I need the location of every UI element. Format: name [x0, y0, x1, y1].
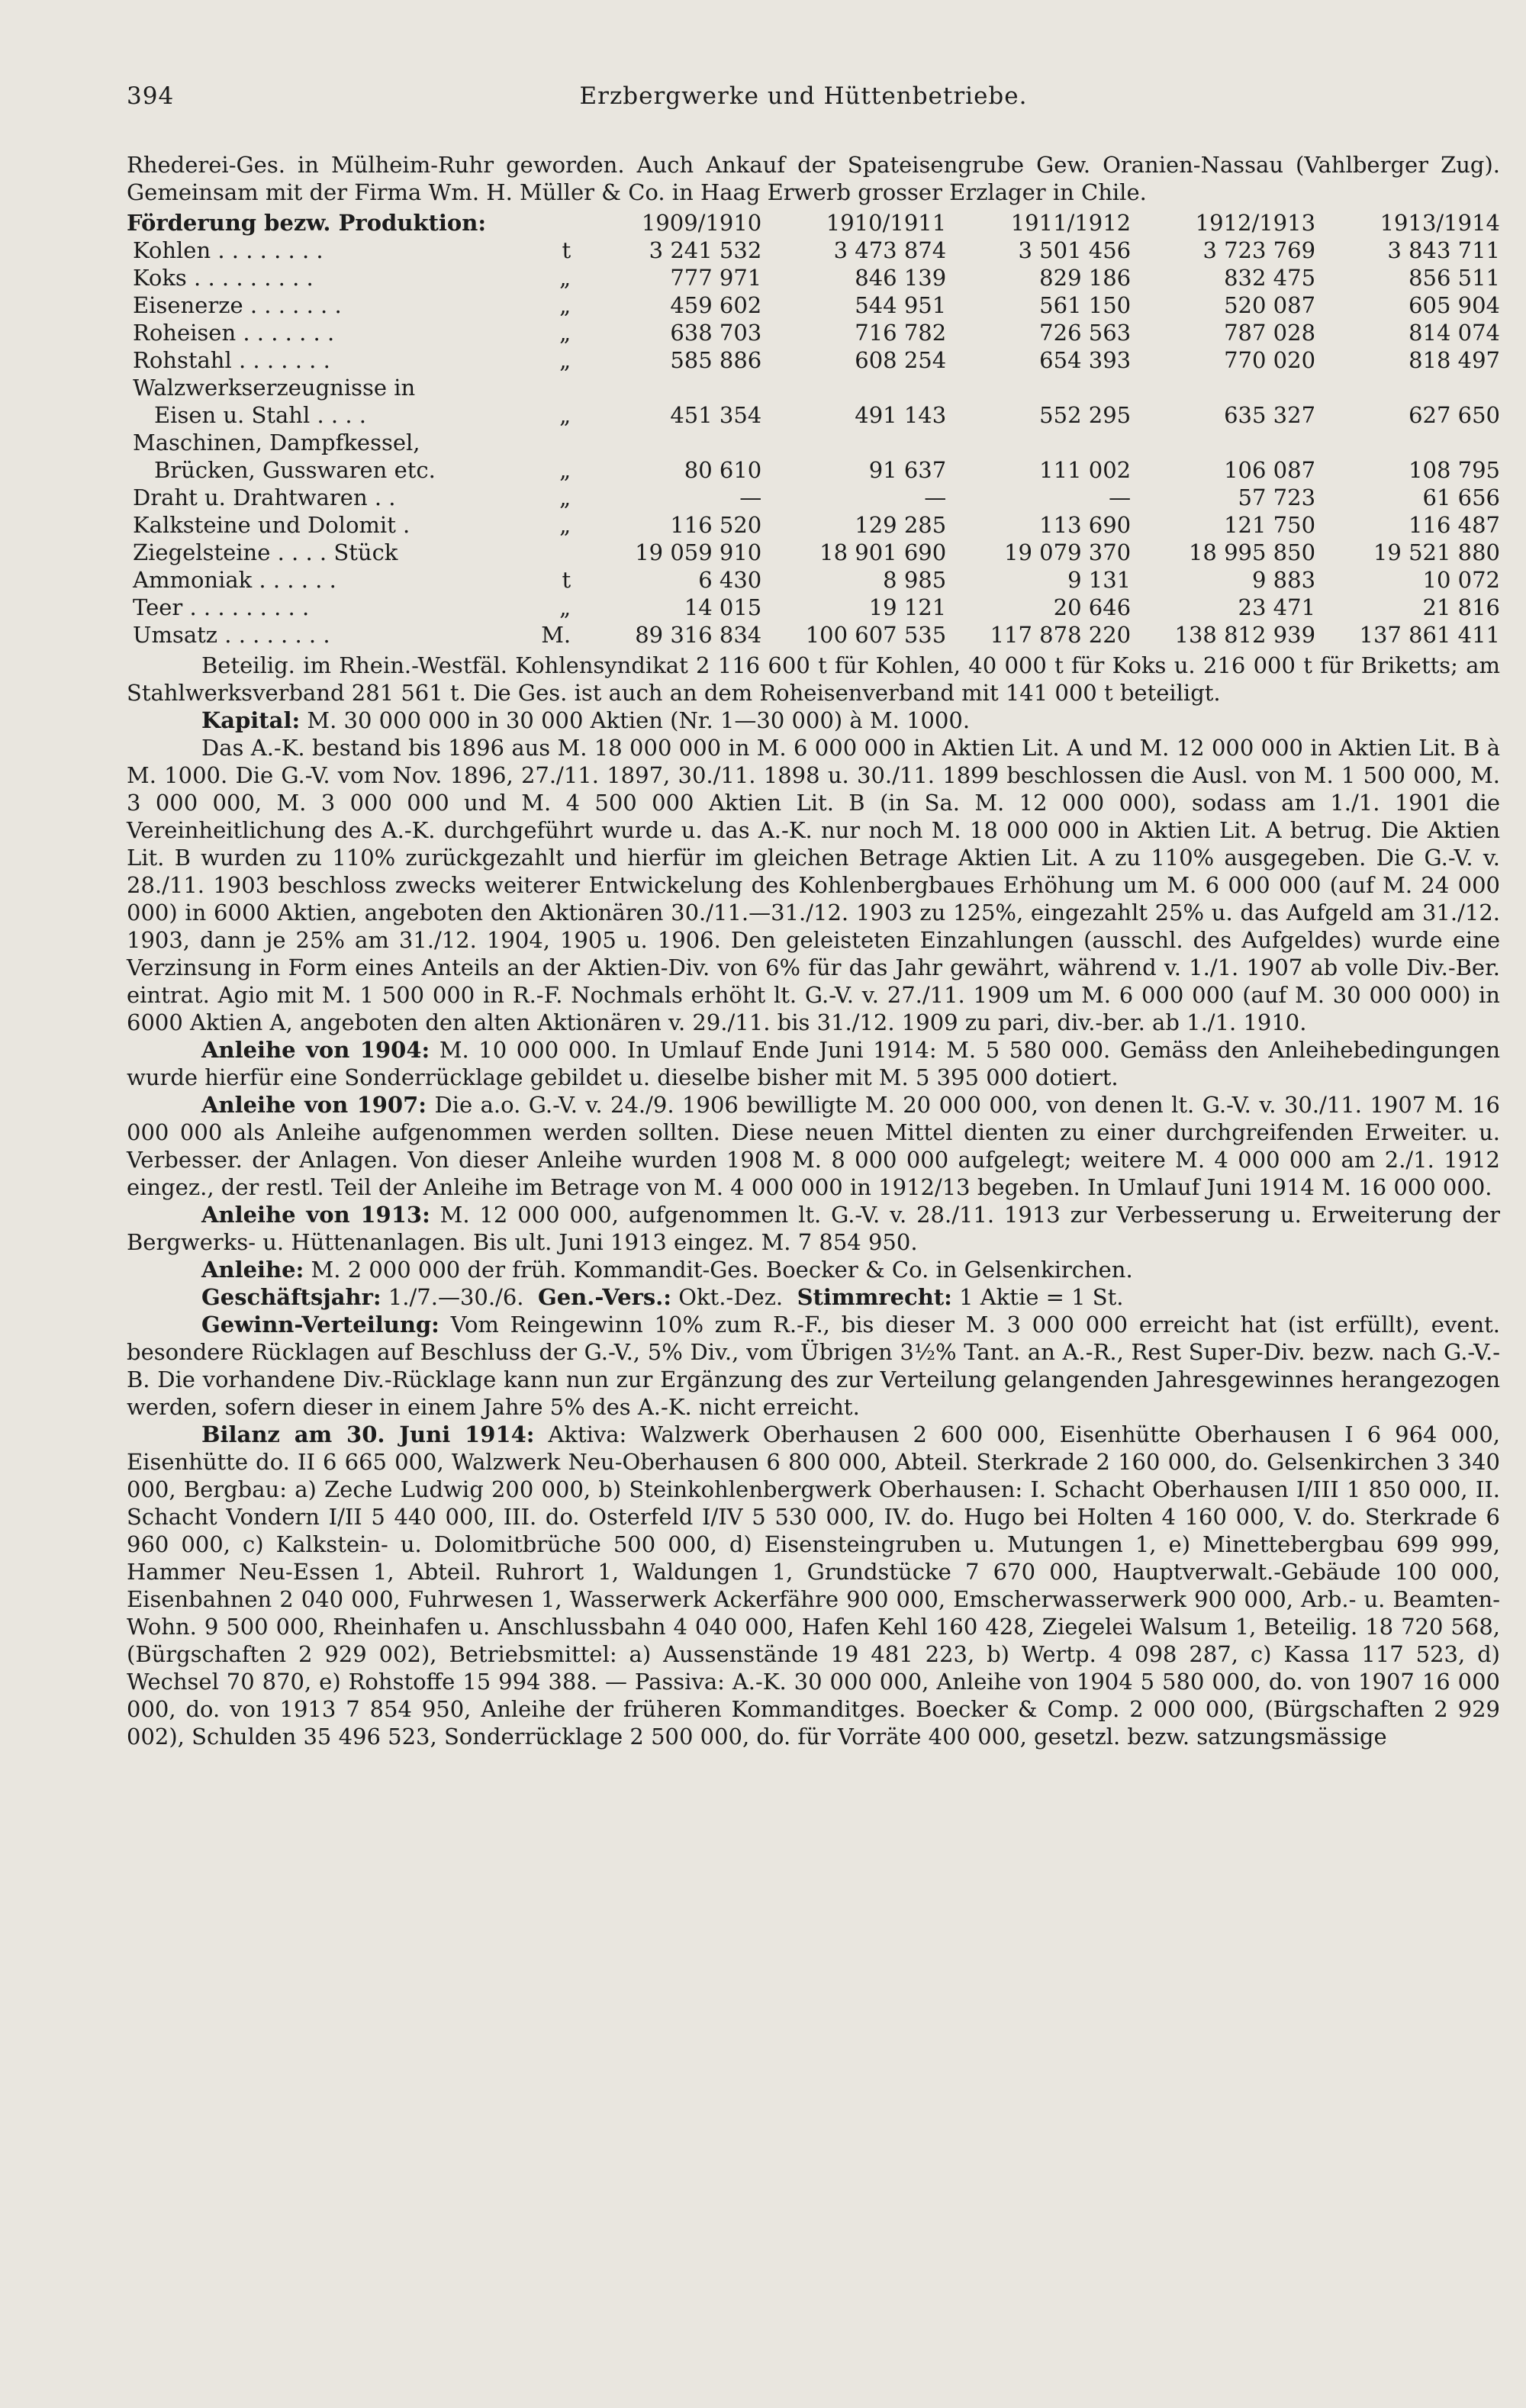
cell-value: 459 602 — [670, 292, 762, 318]
loan-1904-text: M. 10 000 000. In Umlauf Ende Juni 1914: M. 5 580 000. Gemäss den Anleihebedingungen wurde hierfür eine Sonderrücklage gebildet u. dieselbe bisher mit M. 5 395 000 dotiert. — [127, 1037, 1501, 1090]
cell-value: 10 072 — [1422, 567, 1500, 593]
participation-paragraph: Beteilig. im Rhein.-Westfäl. Kohlensyndikat 2 116 600 t für Kohlen, 40 000 t für Koks u. 216 000 t für Briketts; am Stahlwerksverband 281 561 t. Die Ges. ist auch an dem Roheisenverband mit 141 000 t beteiligt. — [127, 652, 1500, 706]
cell-value: 654 393 — [1039, 347, 1132, 373]
table-row — [127, 346, 1500, 374]
cell-value: 9 883 — [1252, 567, 1316, 593]
page-header — [127, 82, 1480, 121]
loan-1904-paragraph — [127, 1036, 1500, 1091]
page-number: 394 — [127, 82, 175, 110]
row-unit: „ — [559, 320, 571, 346]
loan-1907-label: Anleihe von 1907: — [201, 1092, 427, 1118]
voting-right-label: Stimmrecht: — [797, 1284, 952, 1310]
row-label: Brücken, Gusswaren etc. — [154, 457, 436, 483]
table-row — [127, 237, 1500, 264]
row-label: Walzwerkserzeugnisse in — [133, 375, 416, 401]
cell-value: 80 610 — [684, 457, 762, 483]
general-meeting-text: Okt.-Dez. — [678, 1284, 784, 1310]
cell-value: 638 703 — [670, 320, 762, 346]
loan-text: M. 2 000 000 der früh. Kommandit-Ges. Boecker & Co. in Gelsenkirchen. — [311, 1257, 1133, 1283]
production-table — [127, 209, 1500, 649]
cell-value: 726 563 — [1039, 320, 1132, 346]
cell-value: 3 241 532 — [649, 237, 762, 263]
assets-label: Aktiva: — [548, 1421, 627, 1447]
row-label: Umsatz . . . . . . . . — [133, 622, 330, 648]
row-label: Koks . . . . . . . . . — [133, 265, 314, 291]
row-unit: „ — [559, 265, 571, 291]
cell-value: 451 354 — [670, 402, 762, 428]
cell-value: 544 951 — [855, 292, 947, 318]
cell-value — [946, 374, 1131, 401]
cell-value: 89 316 834 — [635, 622, 762, 648]
row-unit: „ — [559, 457, 571, 483]
cell-value: 520 087 — [1224, 292, 1316, 318]
fiscal-year-text: 1./7.—30./6. — [388, 1284, 524, 1310]
cell-value: 9 131 — [1067, 567, 1132, 593]
capital-paragraph — [127, 707, 1500, 734]
cell-value: 116 520 — [670, 512, 762, 538]
cell-value — [761, 374, 946, 401]
cell-value: 20 646 — [1053, 594, 1132, 620]
cell-value: 113 690 — [1039, 512, 1132, 538]
loan-1913-paragraph — [127, 1201, 1500, 1256]
cell-value: 608 254 — [855, 347, 947, 373]
row-label: Rohstahl . . . . . . . — [133, 347, 330, 373]
cell-value: 61 656 — [1422, 484, 1500, 510]
cell-value: 106 087 — [1224, 457, 1316, 483]
capital-label: Kapital: — [201, 707, 301, 733]
balance-sheet-paragraph — [127, 1421, 1500, 1750]
voting-right-text: 1 Aktie = 1 St. — [959, 1284, 1124, 1310]
loan-1907-text: Die a.o. G.-V. v. 24./9. 1906 bewilligte M. 20 000 000, von denen lt. G.-V. v. 30./11. 1907 M. 16 000 000 als Anleihe aufgenommen werden sollten. Diese neuen Mittel dienten zu einer durchgreifenden Erweiter. u. Verbesser. der Anlagen. Von dieser Anleihe wurden 1908 M. 8 000 000 aufgelegt; weitere M. 4 000 000 am 2./1. 1912 eingez., der restl. Teil der Anleihe im Betrage von M. 4 000 000 in 1912/13 begeben. In Umlauf Juni 1914 M. 16 000 000. — [127, 1092, 1501, 1200]
table-row — [127, 566, 1500, 594]
cell-value: 21 816 — [1422, 594, 1500, 620]
cell-value: 3 843 711 — [1387, 237, 1500, 263]
cell-value: 19 079 370 — [1004, 539, 1132, 565]
fiscal-year-paragraph — [127, 1283, 1500, 1311]
table-row — [127, 511, 1500, 539]
row-unit: t — [562, 237, 571, 263]
cell-value: 138 812 939 — [1174, 622, 1316, 648]
cell-value — [1131, 374, 1315, 401]
assets-text: Walzwerk Oberhausen 2 600 000, Eisenhütte Oberhausen I 6 964 000, Eisenhütte do. II 6 665 000, Walzwerk Neu-Oberhausen 6 800 000, Abteil. Sterkrade 2 160 000, do. Gelsenkirchen 3 340 000, Bergbau: a) Zeche Ludwig 200 000, b) Steinkohlenbergwerk Oberhausen: I. Schacht Oberhausen I/III 1 850 000, II. Schacht Vondern I/II 5 440 000, III. do. Osterfeld I/IV 5 530 000, IV. do. Hugo bei Holten 4 160 000, V. do. Sterkrade 6 960 000, c) Kalkstein- u. Dolomitbrüche 500 000, d) Eisensteingruben u. Mutungen 1, e) Minettebergbau 699 999, Hammer Neu-Essen 1, Abteil. Ruhrort 1, Waldungen 1, Grundstücke 7 670 000, Hauptverwalt.-Gebäude 100 000, Eisenbahnen 2 040 000, Fuhrwesen 1, Wasserwerk Ackerfähre 900 000, Emscherwasserwerk 900 000, Arb.- u. Beamten-Wohn. 9 500 000, Rheinhafen u. Anschlussbahn 4 040 000, Hafen Kehl 160 428, Ziegelei Walsum 1, Beteilig. 18 720 568, (Bürgschaften 2 929 002), Betriebsmittel: a) Aussenstände 19 481 223, b) Wertp. 4 098 287, c) Kassa 117 523, d) Wechsel 70 870, e) Rohstoffe 15 994 388. — — [127, 1421, 1500, 1695]
profit-distribution-paragraph — [127, 1311, 1500, 1421]
cell-value: 491 143 — [855, 402, 947, 428]
cell-value: 814 074 — [1408, 320, 1500, 346]
cell-value: 856 511 — [1408, 265, 1500, 291]
table-row — [127, 374, 1500, 401]
cell-value: 23 471 — [1238, 594, 1316, 620]
cell-value: 635 327 — [1224, 402, 1316, 428]
loan-paragraph — [127, 1256, 1500, 1283]
loan-1913-label: Anleihe von 1913: — [201, 1202, 430, 1228]
row-unit: t — [562, 567, 571, 593]
row-unit — [541, 429, 578, 456]
loan-label: Anleihe: — [201, 1257, 304, 1283]
row-unit: „ — [559, 292, 571, 318]
cell-value: 627 650 — [1408, 402, 1500, 428]
table-row — [127, 429, 1500, 456]
table-row — [127, 291, 1500, 319]
year-col-3: 1911/1912 — [1010, 210, 1132, 236]
profit-distribution-label: Gewinn-Verteilung: — [201, 1312, 439, 1338]
profit-distribution-text: Vom Reingewinn 10% zum R.-F., bis dieser M. 3 000 000 erreicht hat (ist erfüllt), event. besondere Rücklagen auf Beschluss der G.-V., 5% Div., vom Übrigen 3½% Tant. an A.-R., Rest Super-Div. bezw. nach G.-V.-B. Die vorhandene Div.-Rücklage kann nun zur Ergänzung des zur Verteilung gelangenden Jahresgewinnes herangezogen werden, sofern dieser in einem Jahre 5% des A.-K. nicht erreicht. — [127, 1312, 1501, 1420]
cell-value: 8 985 — [883, 567, 947, 593]
row-unit: M. — [541, 622, 571, 648]
row-label: Ziegelsteine . . . . Stück — [133, 539, 398, 565]
loan-1904-label: Anleihe von 1904: — [201, 1037, 430, 1063]
cell-value: 100 607 535 — [805, 622, 947, 648]
row-label: Ammoniak . . . . . . — [133, 567, 336, 593]
cell-value — [1131, 429, 1315, 456]
cell-value: 846 139 — [855, 265, 947, 291]
row-unit: „ — [559, 347, 571, 373]
table-row — [127, 594, 1500, 621]
row-label: Maschinen, Dampfkessel, — [133, 430, 420, 456]
cell-value: — — [739, 484, 762, 510]
balance-sheet-label: Bilanz am 30. Juni 1914: — [201, 1421, 535, 1447]
row-label: Teer . . . . . . . . . — [133, 594, 310, 620]
table-row — [127, 401, 1500, 429]
cell-value: 777 971 — [670, 265, 762, 291]
cell-value — [946, 429, 1131, 456]
row-label: Eisen u. Stahl . . . . — [154, 402, 367, 428]
general-meeting-label: Gen.-Vers.: — [537, 1284, 671, 1310]
cell-value: 552 295 — [1039, 402, 1132, 428]
production-header-row — [127, 209, 1500, 237]
cell-value: 818 497 — [1408, 347, 1500, 373]
year-col-5: 1913/1914 — [1380, 210, 1500, 236]
row-unit — [541, 539, 578, 566]
table-row — [127, 456, 1500, 484]
page-body — [127, 151, 1500, 1750]
cell-value: — — [1109, 484, 1132, 510]
cell-value: 116 487 — [1408, 512, 1500, 538]
cell-value: 19 121 — [868, 594, 947, 620]
row-label: Roheisen . . . . . . . — [133, 320, 335, 346]
row-label: Eisenerze . . . . . . . — [133, 292, 342, 318]
capital-history-paragraph: Das A.-K. bestand bis 1896 aus M. 18 000 000 in M. 6 000 000 in Aktien Lit. A und M. 12 000 000 in Aktien Lit. B à M. 1000. Die G.-V. vom Nov. 1896, 27./11. 1897, 30./11. 1898 u. 30./11. 1899 beschlossen die Ausl. von M. 1 500 000, M. 3 000 000, M. 3 000 000 und M. 4 500 000 Aktien Lit. B (in Sa. M. 12 000 000), sodass am 1./1. 1901 die Vereinheitlichung des A.-K. durchgeführt wurde u. das A.-K. nur noch M. 18 000 000 in Aktien Lit. A betrug. Die Aktien Lit. B wurden zu 110% zurückgezahlt und hierfür im gleichen Betrage Aktien Lit. A zu 110% ausgegeben. Die G.-V. v. 28./11. 1903 beschloss zwecks weiterer Entwickelung des Kohlenbergbaues Erhöhung um M. 6 000 000 (auf M. 24 000 000) in 6000 Aktien, angeboten den Aktionären 30./11.—31./12. 1903 zu 125%, eingezahlt 25% u. das Aufgeld am 31./12. 1903, dann je 25% am 31./12. 1904, 1905 u. 1906. Den geleisteten Einzahlungen (ausschl. des Aufgeldes) wurde eine Verzinsung in Form eines Anteils an der Aktien-Div. von 6% für das Jahr gewährt, während v. 1./1. 1907 ab volle Div.-Ber. eintrat. Agio mit M. 1 500 000 in R.-F. Nochmals erhöht lt. G.-V. v. 27./11. 1909 um M. 6 000 000 (auf M. 30 000 000) in 6000 Aktien A, angeboten den alten Aktionären v. 29./11. bis 31./12. 1909 zu pari, div.-ber. ab 1./1. 1910. — [127, 735, 1500, 1035]
table-row — [127, 264, 1500, 291]
table-row — [127, 621, 1500, 649]
liabilities-text: A.-K. 30 000 000, Anleihe von 1904 5 580 000, do. von 1907 16 000 000, do. von 1913 7 854 950, Anleihe der früheren Kommanditges. Boecker & Comp. 2 000 000, (Bürgschaften 2 929 002), Schulden 35 496 523, Sonderrücklage 2 500 000, do. für Vorräte 400 000, gesetzl. bezw. satzungsmässige — [127, 1669, 1500, 1750]
row-unit: „ — [559, 402, 571, 428]
cell-value: 770 020 — [1224, 347, 1316, 373]
year-col-2: 1910/1911 — [826, 210, 947, 236]
cell-value: 3 501 456 — [1018, 237, 1132, 263]
row-unit — [541, 374, 578, 401]
cell-value: 19 059 910 — [635, 539, 762, 565]
cell-value: 117 878 220 — [990, 622, 1132, 648]
cell-value: — — [924, 484, 947, 510]
running-title: Erzbergwerke und Hüttenbetriebe. — [579, 82, 1028, 110]
cell-value: 18 901 690 — [819, 539, 947, 565]
cell-value — [578, 429, 761, 456]
year-col-1: 1909/1910 — [641, 210, 762, 236]
row-unit: „ — [559, 484, 571, 510]
row-unit: „ — [559, 512, 571, 538]
fiscal-year-label: Geschäftsjahr: — [201, 1284, 382, 1310]
row-unit: „ — [559, 594, 571, 620]
capital-text: M. 30 000 000 in 30 000 Aktien (Nr. 1—30 000) à M. 1000. — [307, 707, 971, 733]
cell-value: 605 904 — [1408, 292, 1500, 318]
cell-value: 137 861 411 — [1359, 622, 1500, 648]
year-col-4: 1912/1913 — [1195, 210, 1316, 236]
cell-value: 14 015 — [684, 594, 762, 620]
cell-value: 18 995 850 — [1188, 539, 1316, 565]
cell-value: 787 028 — [1224, 320, 1316, 346]
cell-value: 585 886 — [670, 347, 762, 373]
cell-value: 6 430 — [698, 567, 762, 593]
cell-value: 829 186 — [1039, 265, 1132, 291]
loan-1907-paragraph — [127, 1091, 1500, 1201]
cell-value — [1315, 374, 1500, 401]
table-row — [127, 539, 1500, 566]
cell-value — [1315, 429, 1500, 456]
row-label: Kohlen . . . . . . . . — [133, 237, 324, 263]
cell-value: 91 637 — [868, 457, 947, 483]
cell-value: 832 475 — [1224, 265, 1316, 291]
cell-value: 111 002 — [1039, 457, 1132, 483]
row-label: Draht u. Drahtwaren . . — [133, 484, 396, 510]
liabilities-label: Passiva: — [634, 1669, 725, 1695]
row-label: Kalksteine und Dolomit . — [133, 512, 410, 538]
intro-paragraph: Rhederei-Ges. in Mülheim-Ruhr geworden. Auch Ankauf der Spateisengrube Gew. Oranien-Nassau (Vahlberger Zug). Gemeinsam mit der Firma Wm. H. Müller & Co. in Haag Erwerb grosser Erzlager in Chile. — [127, 152, 1500, 205]
table-row — [127, 484, 1500, 511]
table-row — [127, 319, 1500, 346]
cell-value: 108 795 — [1408, 457, 1500, 483]
cell-value: 561 150 — [1039, 292, 1132, 318]
cell-value — [578, 374, 761, 401]
cell-value: 57 723 — [1238, 484, 1316, 510]
cell-value: 121 750 — [1224, 512, 1316, 538]
cell-value — [761, 429, 946, 456]
cell-value: 716 782 — [855, 320, 947, 346]
loan-1913-text: M. 12 000 000, aufgenommen lt. G.-V. v. 28./11. 1913 zur Verbesserung u. Erweiterung der Bergwerks- u. Hüttenanlagen. Bis ult. Juni 1913 eingez. M. 7 854 950. — [127, 1202, 1500, 1255]
cell-value: 3 473 874 — [833, 237, 947, 263]
production-title: Förderung bezw. Produktion: — [127, 210, 487, 236]
cell-value: 19 521 880 — [1373, 539, 1500, 565]
cell-value: 129 285 — [855, 512, 947, 538]
cell-value: 3 723 769 — [1202, 237, 1316, 263]
